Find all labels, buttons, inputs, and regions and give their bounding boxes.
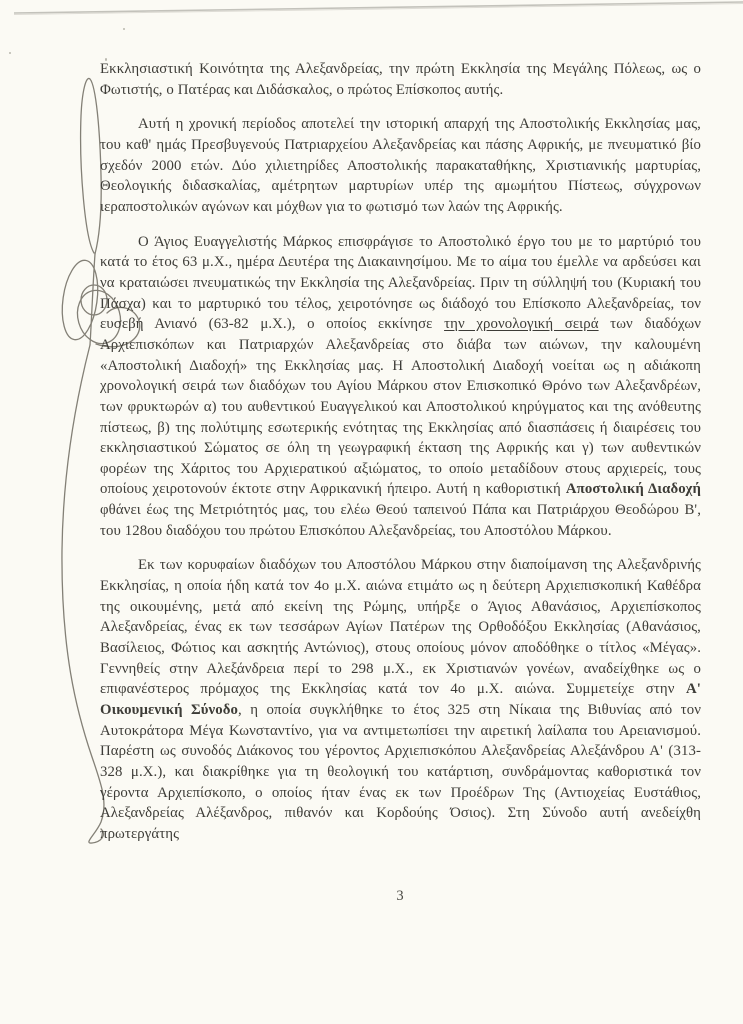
text-run: φθάνει έως της Μετριότητός μας, του ελέω Θεού ταπεινού Πάπα και Πατριάρχου Θεοδώρου Β', του 128ου διαδόχου του πρώτου Επισκόπου Αλεξανδρείας, του Αποστόλου Μάρκου. <box>100 502 701 539</box>
paragraph <box>100 555 701 844</box>
text-run: Εκ των κορυφαίων διαδόχων του Αποστόλου Μάρκου στην διαποίμανση της Αλεξανδρινής Εκκλησίας, η οποία ήδη κατά τον 4ο μ.Χ. αιώνα ετιμάτο ως η δεύτερη Αρχιεπισκοπική Καθέδρα της οικουμένης, μετά από εκείνη της Ρώμης, υπήρξε ο Άγιος Αθανάσιος, Αρχιεπίσκοπος Αλεξανδρείας, ένας εκ των τεσσάρων Αγίων Πατέρων της Ορθοδόξου Εκκλησίας (Αθανάσιος, Βασίλειος, Φώτιος και ασκητής Αντώνιος), στους οποίους μόνον αποδόθηκε ο τίτλος «Μέγας». Γεννηθείς στην Αλεξάνδρεια περί το 298 μ.Χ., εκ Χριστιανών γονέων, αναδείχθηκε ως ο επιφανέστερος πρόμαχος της Εκκλησίας κατά τον 4ο μ.Χ. αιώνα. Συμμετείχε στην <box>100 557 701 698</box>
text-run: των διαδόχων Αρχιεπισκόπων και Πατριαρχών Αλεξανδρείας στο διάβα των αιώνων, την καλουμένη «Αποστολική Διαδοχή» της Εκκλησίας μας. Η Αποστολική Διαδοχή νοείται ως η αδιάκοπη χρονολογική σειρά των διαδόχων του Αγίου Μάρκου στον Επισκοπικό Θρόνο των Αλεξανδρέων, των φρυκτωρών α) του αυθεντικού Ευαγγελικού και Αποστολικού κηρύγματος και της ανόθευτης πίστεως, β) της πολύτιμης εσωτερικής ενότητας της Εκκλησίας από διασπάσεις ή διαιρέσεις του εκκλησιαστικού Σώματος σε όλη τη γεωγραφική έκταση της Αφρικής και γ) των αυθεντικών φορέων της Χάριτος του Αρχιερατικού αξιώματος, το οποίο μεταδίδουν στους αρχιερείς, τους οποίους χειροτονούν έκτοτε στην Αφρικανική ήπειρο. Αυτή η καθοριστική <box>100 316 701 498</box>
text-run: Εκκλησιαστική Κοινότητα της Αλεξανδρείας, την πρώτη Εκκλησία της Μεγάλης Πόλεως, ως ο Φωτιστής, ο Πατέρας και Διδάσκαλος, ο πρώτος Επίσκοπος αυτής. <box>100 61 701 98</box>
page-number: 3 <box>396 888 404 904</box>
paragraph <box>100 59 701 100</box>
scan-speck <box>123 28 125 30</box>
bold-run: Α' Οικουμενική Σύνοδο <box>100 681 701 719</box>
paragraph <box>100 232 701 542</box>
text-run: , η οποία συγκλήθηκε το έτος 325 στη Νίκαια της Βιθυνίας από τον Αυτοκράτορα Μέγα Κωνσταντίνο, για να αντιμετωπίσει την αιρετική λαίλαπα του Αρειανισμού. Παρέστη ως συνοδός Διάκονος του γέροντος Αρχιεπισκόπου Αλεξανδρείας Αλεξάνδρου Α' (313-328 μ.Χ.), και διακρίθηκε για τη θεολογική του κατάρτιση, συνδράμοντας καθοριστικά τον γέροντα Αρχιεπίσκοπο, ο οποίος ήταν ένας εκ των Προέδρων Της (Αντιοχείας Ευστάθιος, Αλεξανδρείας Αλέξανδρος, πιθανόν και Κορδούης Όσιος). Στη Σύνοδο αυτή ανεδείχθη πρωτεργάτης <box>100 702 701 842</box>
scan-speck <box>105 58 107 61</box>
scan-speck <box>9 52 11 54</box>
paragraph <box>100 114 701 217</box>
document-body <box>100 59 701 859</box>
text-run: Ο Άγιος Ευαγγελιστής Μάρκος επισφράγισε το Αποστολικό έργο του με το μαρτύριό του κατά το έτος 63 μ.Χ., ημέρα Δευτέρα της Διακαινησίμου. Με το αίμα του έμελλε να αρδεύσει και να κραταιώσει πνευματικώς την Εκκλησία της Αλεξανδρείας. Πριν τη σύλληψή του (Κυριακή του Πάσχα) και το μαρτυρικό του τέλος, χειροτόνησε ως διάδοχό του Επίσκοπο Αλεξανδρείας, τον ευσεβή Ανιανό (63-82 μ.Χ.), ο οποίος εκκίνησε <box>100 233 701 333</box>
text-run: Αυτή η χρονική περίοδος αποτελεί την ιστορική απαρχή της Αποστολικής Εκκλησίας μας, του καθ' ημάς Πρεσβυγενούς Πατριαρχείου Αλεξανδρείας και πάσης Αφρικής, με πνευματικό βίο σχεδόν 2000 ετών. Δύο χιλιετηρίδες Αποστολικής παρακαταθήκης, Χριστιανικής μαρτυρίας, Θεολογικής διδασκαλίας, αμέτρητων μαρτυρίων υπέρ της αμωμήτου Πίστεως, σύγχρονων ιεραποστολικών αγώνων και μόχθων για το φωτισμό των λαών της Αφρικής. <box>100 116 701 215</box>
bold-run: Αποστολική Διαδοχή <box>565 481 701 498</box>
underline-run: την χρονολογική σειρά <box>444 316 599 333</box>
